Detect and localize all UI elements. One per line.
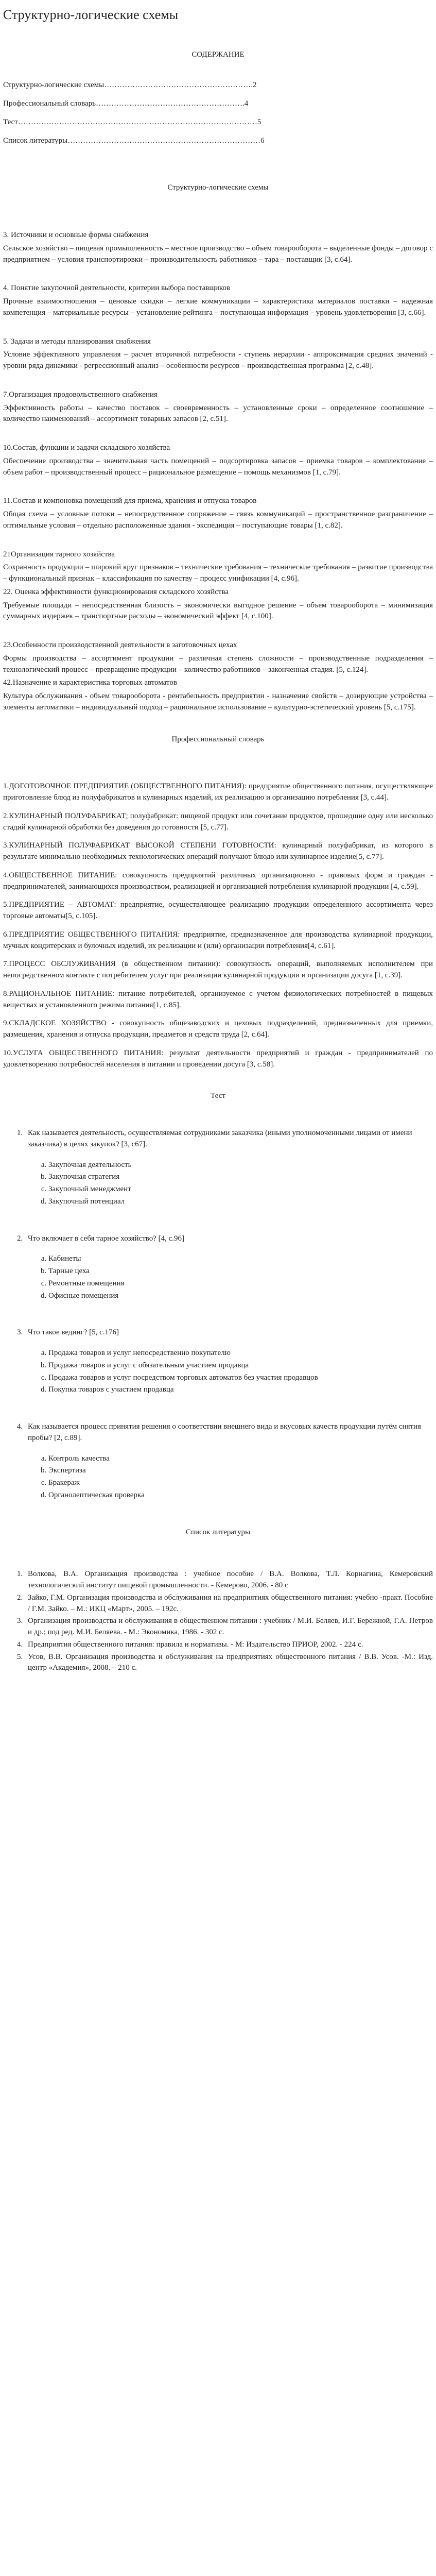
toc-item[interactable]: Профессиональный словарь………………………………………………….4	[3, 99, 249, 108]
topic-text: Обеспечение производства – значительная часть помещений – подсортировка запасов – приемка товаров – комплектование – объем работ – производственный процесс – рациональное размещение – помощь механизмов [1, с.79].	[3, 456, 433, 477]
dictionary-entry: 1.ДОГОТОВОЧНОЕ ПРЕДПРИЯТИЕ (ОБЩЕСТВЕННОГО ПИТАНИЯ): предприятие общественного питания, осуществляющее приготовление блюд из полуфабрикатов и кулинарных изделий, их реализацию и организацию потребления [3, с.44].	[3, 782, 433, 802]
test-question	[25, 1128, 433, 1208]
answer-option[interactable]: c. Бракераж	[48, 1478, 433, 1489]
answer-option[interactable]: c. Ремонтные помещения	[48, 1278, 433, 1290]
answer-option[interactable]: b. Экспертиза	[48, 1465, 433, 1477]
topic-text: Требуемые площади – непосредственная близость – экономически выгодное решение – объем товарооборота – минимизация суммарных издержек – транспортные расходы – экономический эффект [4, с.100].	[3, 601, 433, 621]
reference-item: 1. Волкова, В.А. Организация производства : учебное пособие / В.А. Волкова, Т.Л. Корнагина, Кемеровский технологический институт пищевой промышленности. - Кемерово, 2006. - 80 с	[25, 1569, 433, 1591]
table-of-contents	[3, 49, 433, 147]
toc-heading: СОДЕРЖАНИЕ	[191, 50, 245, 59]
reference-item: 2. Зайко, Г.М. Организация производства и обслуживания на предприятиях общественного питания: учебно -практ. Пособие / Г.М. Зайко. – М.: ИКЦ «Март», 2005. – 192с.	[25, 1592, 433, 1615]
topic-title: 11.Состав и компоновка помещений для приема, хранения и отпуска товаров	[3, 497, 257, 505]
test-question-list	[3, 1128, 433, 1501]
dictionary-entry: 3.КУЛИНАРНЫЙ ПОЛУФАБРИКАТ ВЫСОКОЙ СТЕПЕНИ ГОТОВНОСТИ: кулинарный полуфабрикат, из которого в результате минимально необходимых технологических операций получают блюдо или кулинарное изделие[5, с.77].	[3, 841, 433, 861]
schemes-heading: Структурно-логические схемы	[167, 183, 269, 192]
topic-text: Условие эффективного управления – расчет вторичной потребности - ступень иерархии - аппроксимация средних значений - уровни ряда динамики - регрессионный анализ – особенности ресурсов – производственная программа [2, с.48].	[3, 350, 433, 370]
answer-option[interactable]: a. Продажа товаров и услуг непосредственно покупателю	[48, 1348, 433, 1359]
question-text: Что включает в себя тарное хозяйство? [4, с.96]	[28, 1234, 185, 1243]
topic-text: Общая схема – условные потоки – непосредственное сопряжение – связь коммуникаций – пространственное разграничение – оптимальные условия – отдельно расположенные здания - экспедиция – поступающие товары [1, с.82].	[3, 510, 433, 530]
answer-option[interactable]: d. Органолептическая проверка	[48, 1490, 433, 1501]
answer-option[interactable]: c. Продажа товаров и услуг посредством торговых автоматов без участия продавцов	[48, 1372, 433, 1384]
topic-title: 3. Источники и основные формы снабжения	[3, 231, 149, 240]
topic-text: Прочные взаимоотношения – ценовые скидки – легкие коммуникации – характеристика материалов поставки – надежная компетенция – материальные ресурсы – установление рейтинга – поступающая информация – уровень удовлетворения [3, с.66].	[3, 297, 433, 317]
test-section	[3, 1091, 433, 1501]
dictionary-entry: 5.ПРЕДПРИЯТИЕ – АВТОМАТ: предприятие, осуществляющее реализацию продукции определенного ассортимента через торговые автоматы[5, с.105].	[3, 901, 433, 921]
answer-option[interactable]: a. Контроль качества	[48, 1453, 433, 1465]
question-text: Как называется процесс принятия решения о соответствии внешнего вида и вкусовых качеств продукции путём снятия пробы? [2, с.89].	[28, 1422, 421, 1442]
references-list	[3, 1569, 433, 1674]
answer-options	[28, 1253, 433, 1301]
topic-title: 21Организация тарного хозяйства	[3, 550, 115, 558]
answer-option[interactable]: b. Закупочная стратегия	[48, 1172, 433, 1183]
test-question	[25, 1421, 433, 1501]
topic-text: Сохранность продукции – широкий круг признаков – технические требования – технические требования – развитие производства – функциональный признак – классификация по качеству – процесс унификации [4, с.96].	[3, 563, 433, 583]
topic-title: 10.Состав, функции и задачи складского хозяйства	[3, 444, 170, 452]
answer-options	[28, 1453, 433, 1501]
dictionary-section	[3, 734, 433, 1071]
dictionary-entry: 8.РАЦИОНАЛЬНОЕ ПИТАНИЕ: питание потребителей, организуемое с учетом физиологических потребностей в пищевых веществах и установленного режима питания[1, с.85].	[3, 989, 433, 1009]
toc-item[interactable]: Структурно-логические схемы………………………………………………….2	[3, 81, 257, 90]
answer-option[interactable]: d. Закупочный потенциал	[48, 1196, 433, 1208]
dictionary-entry: 2.КУЛИНАРНЫЙ ПОЛУФАБРИКАТ; полуфабрикат: пищевой продукт или сочетание продуктов, прошедшие одну или несколько стадий кулинарной обработки без доведения до готовности [5, с.77].	[3, 811, 433, 832]
topic-text: Эффективность работы – качество поставок – своевременность – установленные сроки – определенное соотношение – количество наименований – ассортимент товарных запасов [2, с.51].	[3, 403, 433, 423]
dictionary-entry: 9.СКЛАДСКОЕ ХОЗЯЙСТВО - совокупность общезаводских и цеховых подразделений, предназначенных для приемки, размещения, хранения и отпуска продукции, предметов и средств труда [2, с.64].	[3, 1019, 433, 1039]
reference-item: 3. Организация производства и обслуживания в общественном питании : учебник / М.И. Беляев, И.Г. Бережной, Г.А. Петров и др.; под ред. М.И. Беляева. - М.: Экономика, 1986. - 302 с.	[25, 1616, 433, 1638]
topic-title: 42.Назначение и характеристика торговых автоматов	[3, 679, 177, 687]
reference-item: 5. Усов, В.В. Организация производства и обслуживания на предприятиях общественного питания / В.В. Усов. -М.: Изд. центр «Академия», 2008. – 210 с.	[25, 1652, 433, 1674]
topic-text: Сельское хозяйство – пищевая промышленность – местное производство – объем товарооборота – выделенные фонды – договор с предприятием – условия транспортировки – производительность работников – тара – поставщик [3, с.64].	[3, 244, 433, 264]
document-title: Структурно-логические схемы	[3, 7, 179, 22]
answer-option[interactable]: a. Кабинеты	[48, 1253, 433, 1265]
question-text: Как называется деятельность, осуществляемая сотрудниками заказчика (иными уполномоченными лицами от имени заказчика) в целях закупок? [3, с67].	[28, 1129, 412, 1148]
topic-text: Культура обслуживания - объем товарооборота - рентабельность предприятии - назначение свойств – дозирующие устройства – элементы автоматики – индивидуальный подход – рациональное использование – культурно-эстетический уровень [5, с.175].	[3, 692, 433, 711]
schemes-section	[3, 182, 433, 713]
answer-options	[28, 1160, 433, 1208]
references-heading: Список литературы	[185, 1528, 251, 1536]
topic-text: Формы производства – ассортимент продукции – различная степень сложности – производственные подразделения – технологический процесс – превращение продукции – количество работников – законченная стадия. [5, с.124].	[3, 654, 433, 674]
test-question	[25, 1327, 433, 1396]
topic-title: 5. Задачи и методы планирования снабжения	[3, 337, 151, 346]
dictionary-entry: 10.УСЛУГА ОБЩЕСТВЕННОГО ПИТАНИЯ: результат деятельности предприятий и граждан - предпринимателей по удовлетворению потребностей населения в питании и проведении досуга [3, с.58].	[3, 1048, 433, 1069]
topic-title: 7.Организация продовольственного снабжения	[3, 390, 158, 399]
answer-option[interactable]: b. Тарные цеха	[48, 1266, 433, 1277]
toc-item[interactable]: Тест…………………………………………………………………………………5	[3, 117, 261, 126]
dictionary-entry: 7.ПРОЦЕСС ОБСЛУЖИВАНИЯ (в общественном питании): совокупность операций, выполняемых исполнителем при непосредственном контакте с потребителем услуг при реализации кулинарной продукции и организации досуга [1, с.39].	[3, 960, 433, 980]
answer-option[interactable]: a. Закупочная деятельность	[48, 1160, 433, 1171]
dictionary-entry: 6.ПРЕДПРИЯТИЕ ОБЩЕСТВЕННОГО ПИТАНИЯ: предприятие, предназначенное для производства кулинарной продукции, мучных кондитерских и булочных изделий, их реализации и (или) организации потребления[4, с.61].	[3, 930, 433, 950]
answer-options	[28, 1348, 433, 1396]
answer-option[interactable]: c. Закупочный менеджмент	[48, 1184, 433, 1195]
topic-title: 4. Понятие закупочной деятельности, критерии выбора поставщиков	[3, 284, 231, 293]
question-text: Что такое вединг? [5, с.176]	[28, 1328, 119, 1337]
answer-option[interactable]: d. Офисные помещения	[48, 1291, 433, 1302]
test-question	[25, 1233, 433, 1302]
topic-title: 23.Особенности производственной деятельности в заготовочных цехах	[3, 641, 237, 650]
topic-title: 22. Оценка эффективности функционирования складского хозяйства	[3, 587, 229, 596]
dictionary-heading: Профессиональный словарь	[171, 735, 265, 743]
answer-option[interactable]: d. Покупка товаров с участием продавца	[48, 1384, 433, 1396]
dictionary-entry: 4.ОБЩЕСТВЕННОЕ ПИТАНИЕ: совокупность предприятий различных организационно - правовых форм и граждан - предпринимателей, занимающихся производством, реализацией и организацией потребления кулинарной продукции [4, с.59].	[3, 871, 433, 891]
answer-option[interactable]: b. Продажа товаров и услуг с обязательным участием продавца	[48, 1360, 433, 1371]
reference-item: 4. Предприятия общественного питания: правила и нормативы. - М: Издательство ПРИОР, 2002. - 224 с.	[25, 1639, 433, 1651]
references-section	[3, 1527, 433, 1674]
test-heading: Тест	[211, 1092, 225, 1100]
toc-item[interactable]: Список литературы…………………………………………………………………6	[3, 136, 265, 145]
